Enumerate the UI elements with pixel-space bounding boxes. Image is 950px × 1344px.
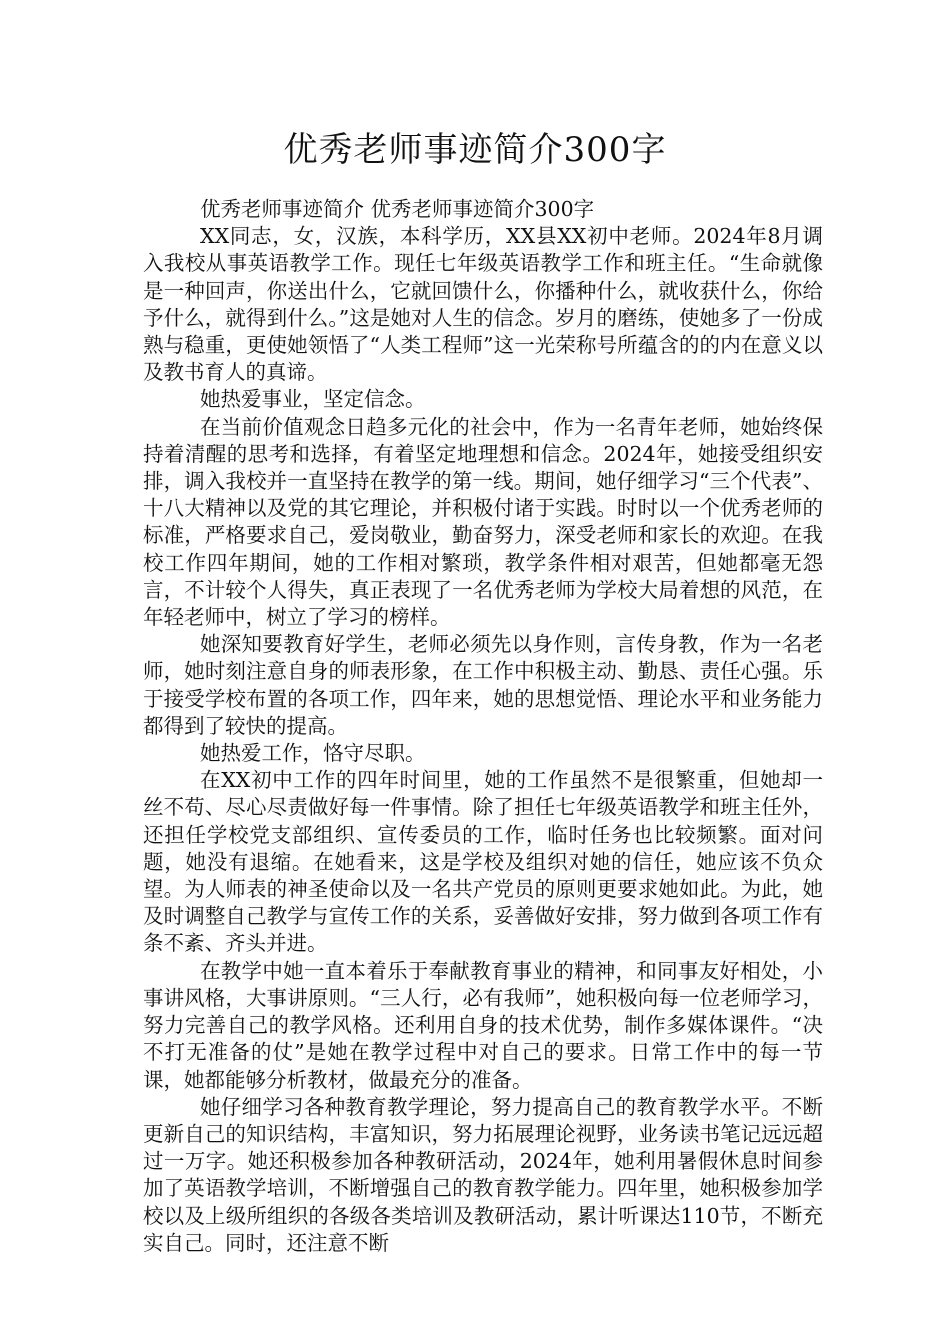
paragraph-heading-line: 优秀老师事迹简介 优秀老师事迹简介300字 xyxy=(200,197,595,221)
paragraph-role-model: 她深知要教育好学生，老师必须先以身作则，言传身教，作为一名老师，她时刻注意自身的师表形象，在工作中积极主动、勤恳、责任心强。乐于接受学校布置的各项工作，四年来，她的思想觉悟、理论水平和业务能力都得到了较快的提高。 xyxy=(143,632,823,738)
paragraph-duties: 在XX初中工作的四年时间里，她的工作虽然不是很繁重，但她却一丝不苟、尽心尽责做好每一件事情。除了担任七年级英语教学和班主任外，还担任学校党支部组织、宣传委员的工作，临时任务也比较频繁。面对问题，她没有退缩。在她看来，这是学校及组织对她的信任，她应该不负众望。为人师表的神圣使命以及一名共产党员的原则更要求她如此。为此，她及时调整自己教学与宣传工作的关系，妥善做好安排，努力做到各项工作有条不紊、齐头并进。 xyxy=(143,768,823,956)
document-title: 优秀老师事迹简介300字 xyxy=(283,130,667,170)
paragraph-values: 在当前价值观念日趋多元化的社会中，作为一名青年老师，她始终保持着清醒的思考和选择，有着坚定地理想和信念。2024年，她接受组织安排，调入我校并一直坚持在教学的第一线。期间，她仔细学习“三个代表”、十八大精神以及党的其它理论，并积极付诸于实践。时时以一个优秀老师的标准，严格要求自己，爱岗敬业，勤奋努力，深受老师和家长的欢迎。在我校工作四年期间，她的工作相对繁琐，教学条件相对艰苦，但她都毫无怨言，不计较个人得失，真正表现了一名优秀老师为学校大局着想的风范，在年轻老师中，树立了学习的榜样。 xyxy=(143,414,823,630)
paragraph-learning: 她仔细学习各种教育教学理论，努力提高自己的教育教学水平。不断更新自己的知识结构，丰富知识，努力拓展理论视野，业务读书笔记远远超过一万字。她还积极参加各种教研活动，2024年，她利用暑假休息时间参加了英语教学培训，不断增强自己的教育教学能力。四年里，她积极参加学校以及上级所组织的各级各类培训及教研活动，累计听课达110节，不断充实自己。同时，还注意不断 xyxy=(143,1094,823,1255)
paragraph-intro: XX同志，女，汉族，本科学历，XX县XX初中老师。2024年8月调入我校从事英语教学工作。现任七年级英语教学工作和班主任。“生命就像是一种回声，你送出什么，它就回馈什么，你播种什么，就收获什么，你给予什么，就得到什么。”这是她对人生的信念。岁月的磨练，使她多了一份成熟与稳重，更使她领悟了“人类工程师”这一光荣称号所蕴含的的内在意义以及教书育人的真谛。 xyxy=(143,224,823,385)
document-body xyxy=(143,196,823,1257)
paragraph-teaching: 在教学中她一直本着乐于奉献教育事业的精神，和同事友好相处，小事讲风格，大事讲原则。“三人行，必有我师”，她积极向每一位老师学习，努力完善自己的教学风格。还利用自身的技术优势，制作多媒体课件。“决不打无准备的仗”是她在教学过程中对自己的要求。日常工作中的每一节课，她都能够分析教材，做最充分的准备。 xyxy=(143,958,823,1092)
paragraph-subheading-work: 她热爱工作，恪守尽职。 xyxy=(200,741,426,766)
paragraph-subheading-career: 她热爱事业，坚定信念。 xyxy=(200,387,426,412)
